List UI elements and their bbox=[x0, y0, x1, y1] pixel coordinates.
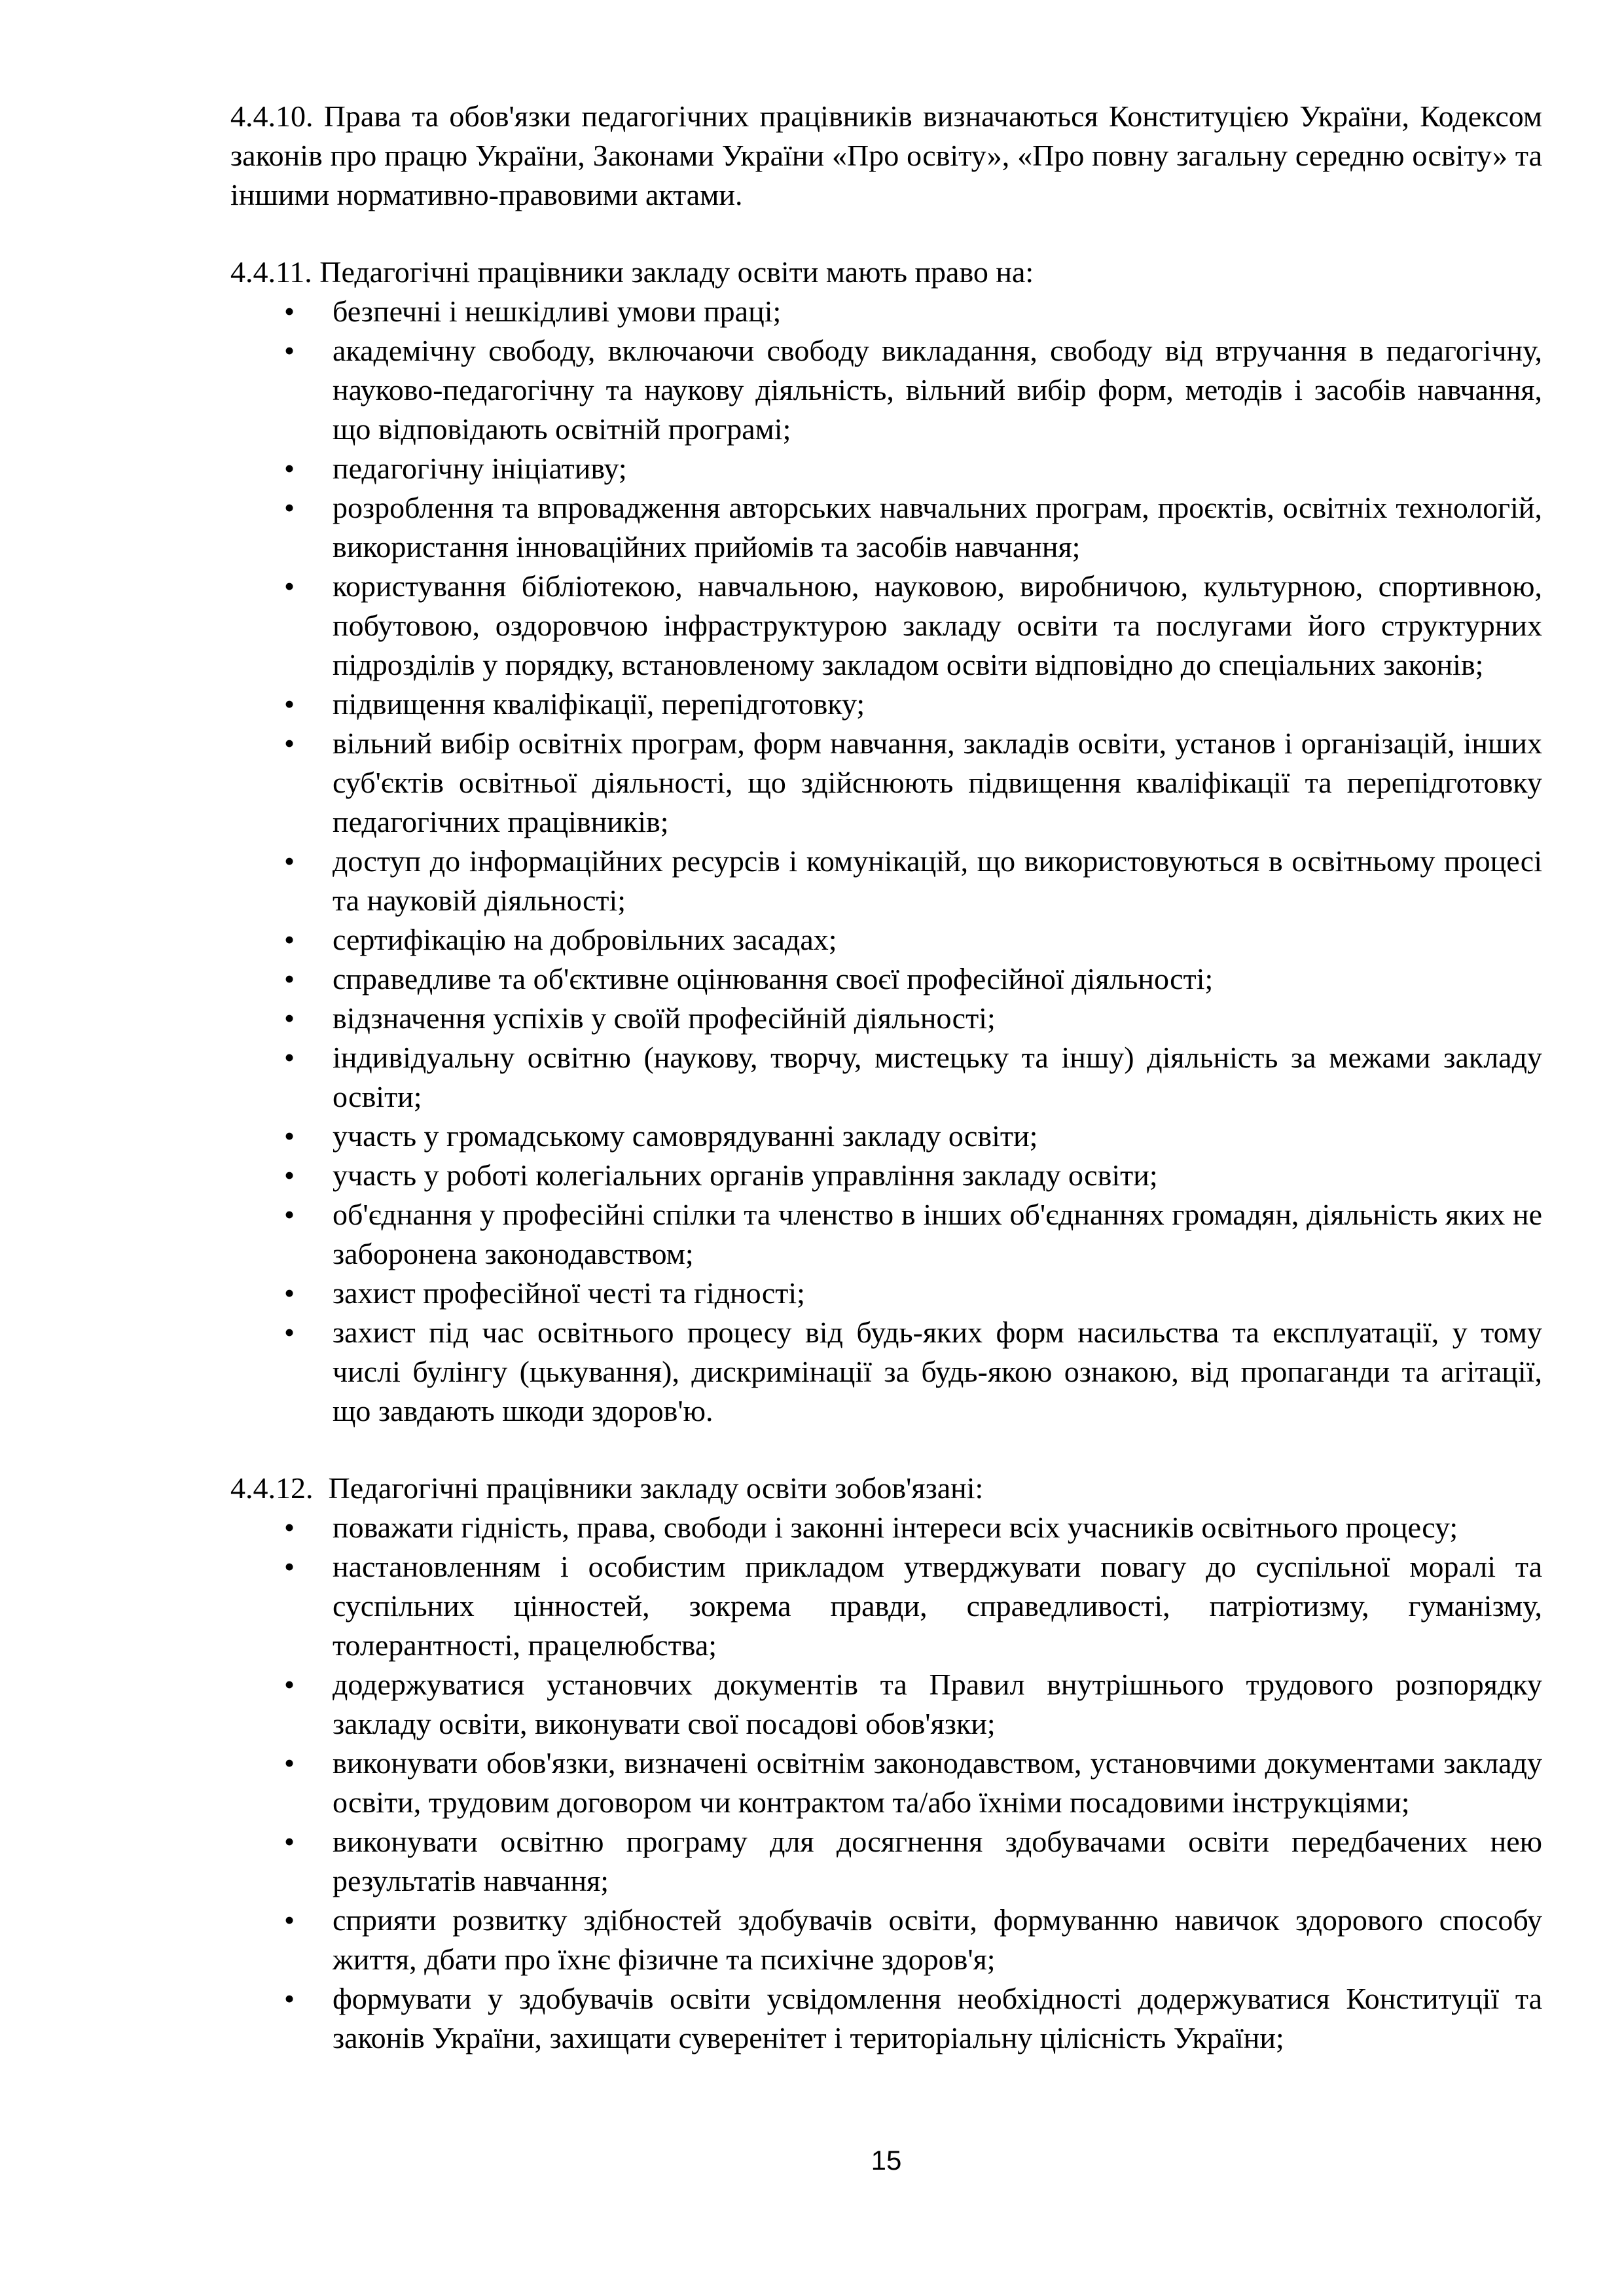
list-item bbox=[230, 1744, 1542, 1822]
rights-list bbox=[230, 292, 1542, 1431]
list-item bbox=[230, 292, 1542, 331]
list-item bbox=[230, 1822, 1542, 1901]
list-item bbox=[230, 1195, 1542, 1274]
list-item-text: виконувати обов'язки, визначені освітнім законодавством, установчими документами закладу освіти, трудовим договором чи контрактом та/або їхніми посадовими інструкціями; bbox=[333, 1746, 1542, 1819]
list-item bbox=[230, 1979, 1542, 2058]
bullet-icon: • bbox=[284, 1276, 295, 1310]
list-item bbox=[230, 1901, 1542, 1979]
bullet-icon: • bbox=[284, 1903, 295, 1937]
list-item-text: формувати у здобувачів освіти усвідомлення необхідності додержуватися Конституції та законів України, захищати суверенітет і територіальну цілісність України; bbox=[333, 1982, 1542, 2054]
duties-list bbox=[230, 1508, 1542, 2058]
bullet-icon: • bbox=[284, 1746, 295, 1780]
bullet-icon: • bbox=[284, 923, 295, 956]
bullet-icon: • bbox=[284, 1158, 295, 1192]
bullet-icon: • bbox=[284, 1511, 295, 1544]
list-item-text: захист професійної честі та гідності; bbox=[333, 1276, 805, 1310]
list-item-text: поважати гідність, права, свободи і законні інтереси всіх учасників освітнього процесу; bbox=[333, 1511, 1458, 1544]
list-item bbox=[230, 1508, 1542, 1547]
list-item bbox=[230, 567, 1542, 685]
list-item-text: академічну свободу, включаючи свободу викладання, свободу від втручання в педагогічну, науково-педагогічну та наукову діяльність, вільний вибір форм, методів і засобів навчання, що відповідають освітній програмі; bbox=[333, 334, 1542, 446]
bullet-icon: • bbox=[284, 726, 295, 760]
list-item bbox=[230, 449, 1542, 488]
paragraph-4-4-10: 4.4.10. Права та обов'язки педагогічних працівників визначаються Конституцією України, Кодексом законів про працю України, Законами України «Про освіту», «Про повну загальну середню освіту» та іншими нормативно-правовими актами. bbox=[230, 99, 1542, 211]
list-item-text: справедливе та об'єктивне оцінювання своєї професійної діяльності; bbox=[333, 962, 1214, 996]
list-item bbox=[230, 999, 1542, 1038]
list-item bbox=[230, 842, 1542, 920]
list-item bbox=[230, 1665, 1542, 1744]
list-item bbox=[230, 488, 1542, 567]
list-item-text: сприяти розвитку здібностей здобувачів освіти, формуванню навичок здорового способу життя, дбати про їхнє фізичне та психічне здоров'я; bbox=[333, 1903, 1542, 1976]
list-item bbox=[230, 960, 1542, 999]
bullet-icon: • bbox=[284, 452, 295, 485]
bullet-icon: • bbox=[284, 491, 295, 524]
body-text bbox=[230, 97, 1542, 2058]
list-item-text: додержуватися установчих документів та Правил внутрішнього трудового розпорядку закладу освіти, виконувати свої посадові обов'язки; bbox=[333, 1668, 1542, 1740]
bullet-icon: • bbox=[284, 1316, 295, 1349]
bullet-icon: • bbox=[284, 844, 295, 878]
bullet-icon: • bbox=[284, 1198, 295, 1231]
bullet-icon: • bbox=[284, 334, 295, 367]
list-item-text: участь у громадському самоврядуванні закладу освіти; bbox=[333, 1119, 1038, 1153]
list-item-text: користування бібліотекою, навчальною, науковою, виробничою, культурною, спортивною, побутовою, оздоровчою інфраструктурою закладу освіти та послугами його структурних підрозділів у порядку, встановленому закладом освіти відповідно до спеціальних законів; bbox=[333, 569, 1542, 681]
bullet-icon: • bbox=[284, 295, 295, 328]
list-item bbox=[230, 1156, 1542, 1195]
list-item bbox=[230, 331, 1542, 449]
list-item-text: відзначення успіхів у своїй професійній діяльності; bbox=[333, 1001, 996, 1035]
page-number: 15 bbox=[871, 2145, 902, 2176]
bullet-icon: • bbox=[284, 962, 295, 996]
list-item-text: об'єднання у професійні спілки та членство в інших об'єднаннях громадян, діяльність яких не заборонена законодавством; bbox=[333, 1198, 1542, 1270]
list-item bbox=[230, 685, 1542, 724]
list-item-text: підвищення кваліфікації, перепідготовку; bbox=[333, 687, 865, 721]
list-item bbox=[230, 920, 1542, 960]
bullet-icon: • bbox=[284, 569, 295, 603]
list-item bbox=[230, 1313, 1542, 1431]
list-item-text: педагогічну ініціативу; bbox=[333, 452, 627, 485]
list-item-text: участь у роботі колегіальних органів управління закладу освіти; bbox=[333, 1158, 1158, 1192]
list-item-text: розроблення та впровадження авторських навчальних програм, проєктів, освітніх технологій, використання інноваційних прийомів та засобів навчання; bbox=[333, 491, 1542, 564]
list-item-text: виконувати освітню програму для досягнення здобувачами освіти передбачених нею результатів навчання; bbox=[333, 1825, 1542, 1897]
list-item-text: настановленням і особистим прикладом утверджувати повагу до суспільної моралі та суспільних цінностей, зокрема правди, справедливості, патріотизму, гуманізму, толерантності, працелюбства; bbox=[333, 1550, 1542, 1662]
list-item-text: безпечні і нешкідливі умови праці; bbox=[333, 295, 782, 328]
bullet-icon: • bbox=[284, 1982, 295, 2015]
bullet-icon: • bbox=[284, 1825, 295, 1858]
list-item bbox=[230, 724, 1542, 842]
list-item bbox=[230, 1117, 1542, 1156]
bullet-icon: • bbox=[284, 687, 295, 721]
list-item-text: доступ до інформаційних ресурсів і комунікацій, що використовуються в освітньому процесі та науковій діяльності; bbox=[333, 844, 1542, 917]
bullet-icon: • bbox=[284, 1119, 295, 1153]
list-item-text: вільний вибір освітніх програм, форм навчання, закладів освіти, установ і організацій, інших суб'єктів освітньої діяльності, що здійснюють підвищення кваліфікації та перепідготовку педагогічних працівників; bbox=[333, 726, 1542, 838]
list-item bbox=[230, 1274, 1542, 1313]
list-item-text: сертифікацію на добровільних засадах; bbox=[333, 923, 837, 956]
heading-4-4-12: 4.4.12. Педагогічні працівники закладу освіти зобов'язані: bbox=[230, 1471, 984, 1505]
bullet-icon: • bbox=[284, 1041, 295, 1074]
list-item-text: захист під час освітнього процесу від будь-яких форм насильства та експлуатації, у тому числі булінгу (цькування), дискримінації за будь-якою ознакою, від пропаганди та агітації, що завдають шкоди здоров'ю. bbox=[333, 1316, 1542, 1427]
heading-4-4-11: 4.4.11. Педагогічні працівники закладу освіти мають право на: bbox=[230, 255, 1034, 289]
list-item bbox=[230, 1547, 1542, 1665]
bullet-icon: • bbox=[284, 1001, 295, 1035]
bullet-icon: • bbox=[284, 1668, 295, 1701]
list-item bbox=[230, 1038, 1542, 1117]
list-item-text: індивідуальну освітню (наукову, творчу, мистецьку та іншу) діяльність за межами закладу освіти; bbox=[333, 1041, 1542, 1113]
bullet-icon: • bbox=[284, 1550, 295, 1583]
